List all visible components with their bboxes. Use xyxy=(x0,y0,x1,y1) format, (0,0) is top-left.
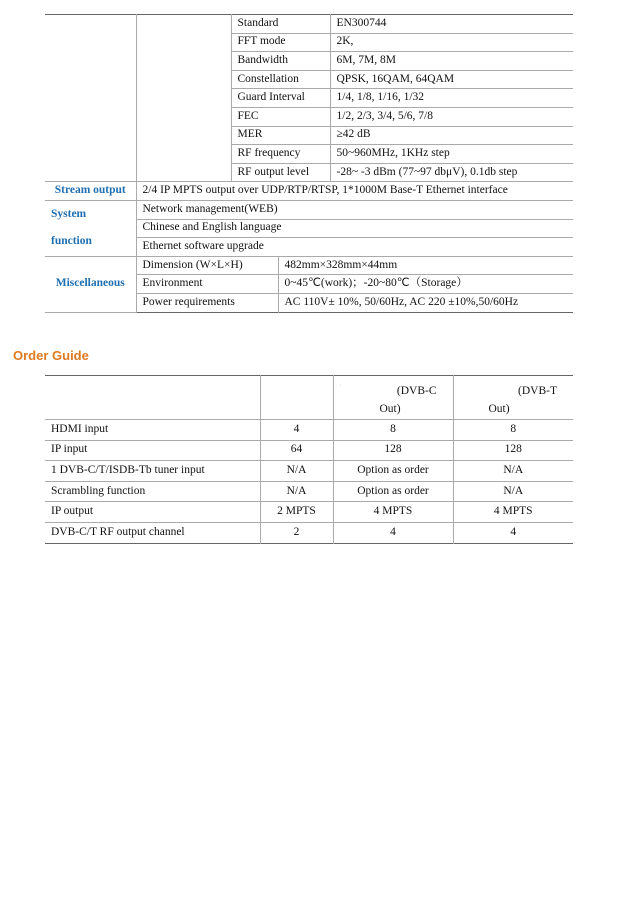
spec-category-stream-output: Stream output xyxy=(45,182,136,201)
spec-table-body xyxy=(45,15,573,313)
spec-value: ≥42 dB xyxy=(330,126,573,145)
order-feature-cell: HDMI input xyxy=(45,420,260,441)
spec-value: 1/2, 2/3, 3/4, 5/6, 7/8 xyxy=(330,107,573,126)
order-row xyxy=(45,440,573,461)
order-header-line1: (DVB-C xyxy=(396,385,437,397)
spec-empty-cat xyxy=(45,15,136,182)
spec-empty-sub xyxy=(136,15,231,182)
order-value-cell: Option as order xyxy=(333,461,453,482)
spec-param: Power requirements xyxy=(136,293,278,312)
spec-value: 50~960MHz, 1KHz step xyxy=(330,145,573,164)
order-feature-cell: IP input xyxy=(45,440,260,461)
order-row xyxy=(45,522,573,543)
order-value-cell: N/A xyxy=(453,481,573,502)
order-value-cell: 4 MPTS xyxy=(333,502,453,523)
order-value-cell: 4 xyxy=(333,522,453,543)
order-feature-cell: DVB-C/T RF output channel xyxy=(51,525,185,538)
order-header-line2: Out) xyxy=(488,402,510,415)
order-value-cell: 4 xyxy=(260,420,333,441)
order-feature-cell: IP output xyxy=(45,502,260,523)
spec-row-stream-output xyxy=(45,182,573,201)
spec-value: 482mm×328mm×44mm xyxy=(278,256,573,275)
spec-value: Network management(WEB) xyxy=(136,200,573,219)
spec-value: 2K, xyxy=(330,33,573,52)
spec-value: AC 110V± 10%, 50/60Hz, AC 220 ±10%,50/60Hz xyxy=(278,293,573,312)
spec-category-system-function xyxy=(45,200,136,256)
spec-value: 0~45℃(work)；-20~80℃（Storage） xyxy=(278,275,573,294)
order-value-cell: 2 xyxy=(260,522,333,543)
order-value-cell: 2 MPTS xyxy=(260,502,333,523)
spec-row-rf xyxy=(45,15,573,34)
spec-param: RF frequency xyxy=(231,145,330,164)
order-header-dvbt xyxy=(453,376,573,420)
order-row xyxy=(45,461,573,482)
order-value-cell: 128 xyxy=(453,440,573,461)
order-value-cell: 4 xyxy=(453,522,573,543)
spec-row-system-function xyxy=(45,200,573,219)
spec-category-miscellaneous: Miscellaneous xyxy=(45,256,136,312)
header-tick-mark: ˌ xyxy=(339,380,342,386)
order-feature-cell: 1 DVB-C/T/ISDB-Tb tuner input xyxy=(45,461,260,482)
spec-param: Standard xyxy=(231,15,330,34)
spec-value: 6M, 7M, 8M xyxy=(330,52,573,71)
order-header-dvbc xyxy=(333,376,453,420)
spec-param: Constellation xyxy=(231,70,330,89)
order-value-cell: Option as order xyxy=(333,481,453,502)
order-value-cell: N/A xyxy=(260,461,333,482)
spec-category-line: function xyxy=(51,235,92,248)
order-header-line1: (DVB-T xyxy=(518,385,557,397)
order-row xyxy=(45,481,573,502)
spec-table xyxy=(45,14,573,313)
spec-param: Guard Interval xyxy=(231,89,330,108)
order-value-cell: 4 MPTS xyxy=(453,502,573,523)
order-header-row xyxy=(45,376,573,420)
order-value-cell: N/A xyxy=(260,481,333,502)
order-feature-cell: Scrambling function xyxy=(45,481,260,502)
spec-category-line: System xyxy=(51,207,87,220)
order-table-body xyxy=(45,376,573,544)
spec-value: 2/4 IP MPTS output over UDP/RTP/RTSP, 1*1000M Base-T Ethernet interface xyxy=(136,182,573,201)
spec-param: Bandwidth xyxy=(231,52,330,71)
order-row xyxy=(45,502,573,523)
order-header-cell xyxy=(45,376,260,420)
order-row xyxy=(45,420,573,441)
spec-value: Ethernet software upgrade xyxy=(136,238,573,257)
spec-param: FEC xyxy=(231,107,330,126)
spec-param: Dimension (W×L×H) xyxy=(136,256,278,275)
spec-value: -28~ -3 dBm (77~97 dbμV), 0.1db step xyxy=(330,163,573,182)
order-value-cell: 8 xyxy=(333,420,453,441)
order-guide-title: Order Guide xyxy=(13,348,89,363)
spec-param: RF output level xyxy=(231,163,330,182)
spec-param: FFT mode xyxy=(231,33,330,52)
spec-value: QPSK, 16QAM, 64QAM xyxy=(330,70,573,89)
order-guide-table xyxy=(45,375,573,544)
order-value-cell: 128 xyxy=(333,440,453,461)
spec-param: MER xyxy=(231,126,330,145)
spec-value: 1/4, 1/8, 1/16, 1/32 xyxy=(330,89,573,108)
spec-row-misc xyxy=(45,256,573,275)
order-header-line2: Out) xyxy=(379,402,401,415)
order-value-cell: 64 xyxy=(260,440,333,461)
order-value-cell: N/A xyxy=(453,461,573,482)
order-header-cell xyxy=(260,376,333,420)
spec-value: EN300744 xyxy=(330,15,573,34)
order-value-cell: 8 xyxy=(453,420,573,441)
spec-param: Environment xyxy=(136,275,278,294)
spec-value: Chinese and English language xyxy=(136,219,573,238)
